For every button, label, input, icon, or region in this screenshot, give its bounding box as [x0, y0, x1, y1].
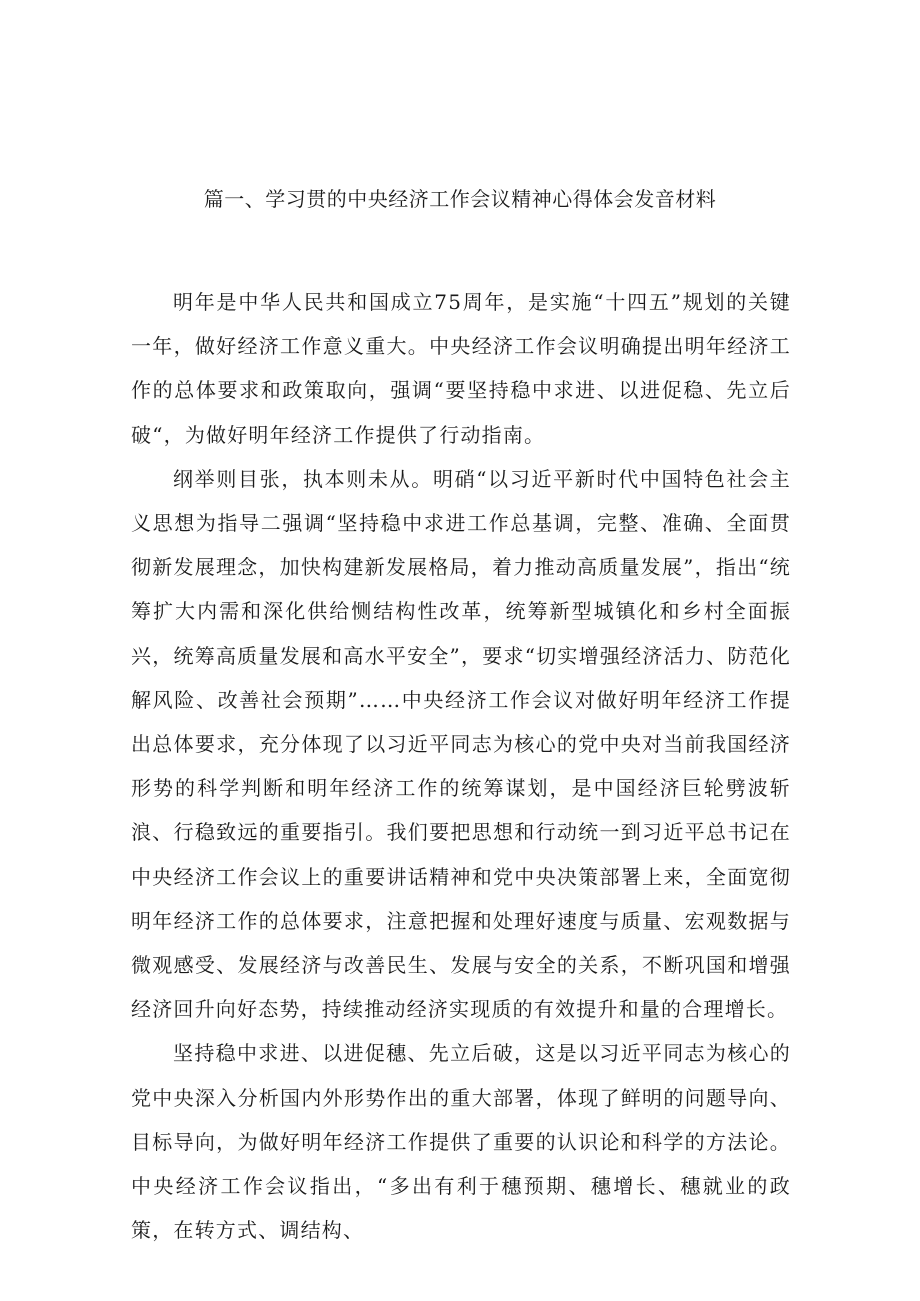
document-body	[131, 280, 791, 1252]
document-title: 篇一、学习贯的中央经济工作会议精神心得体会发音材料	[203, 187, 717, 211]
paragraph-1: 明年是中华人民共和国成立75周年，是实施“十四五”规划的关键一年，做好经济工作意义重大。中央经济工作会议明确提出明年经济工作的总体要求和政策取向，强调“要坚持稳中求进、以进促稳、先立后破“，为做好明年经济工作提供了行动指南。	[131, 290, 791, 447]
paragraph-2: 纲举则目张，执本则未从。明硝“以习近平新时代中国特色社会主义思想为指导二强调“坚持稳中求进工作总基调，完整、准确、全面贯彻新发展理念，加快构建新发展格局，着力推动高质量发展”，指出“统筹扩大内需和深化供给恻结构性改革，统筹新型城镇化和乡村全面振兴，统筹高质量发展和高水平安全”，要求“切实增强经济活力、防范化解风险、改善社会预期”……中央经济工作会议对做好明年经济工作提出总体要求，充分体现了以习近平同志为核心的党中央对当前我国经济形势的科学判断和明年经济工作的统筹谋划，是中国经济巨轮劈波斩浪、行稳致远的重要指引。我们要把思想和行动统一到习近平总书记在中央经济工作会议上的重要讲话精神和党中央决策部署上来，全面宽彻明年经济工作的总体要求，注意把握和处理好速度与质量、宏观数据与微观感受、发展经济与改善民生、发展与安全的关系，不断巩国和增强经济回升向好态势，持续推动经济实现质的有效提升和量的合理增长。	[131, 466, 791, 1022]
paragraph-3: 坚持稳中求进、以进促穗、先立后破，这是以习近平同志为核心的党中央深入分析国内外形势作出的重大部署，体现了鲜明的问题导向、目标导向，为做好明年经济工作提供了重要的认识论和科学的方法论。中央经济工作会议指出，“多出有利于穗预期、穗增长、穗就业的政策，在转方式、调结构、	[131, 1041, 791, 1243]
